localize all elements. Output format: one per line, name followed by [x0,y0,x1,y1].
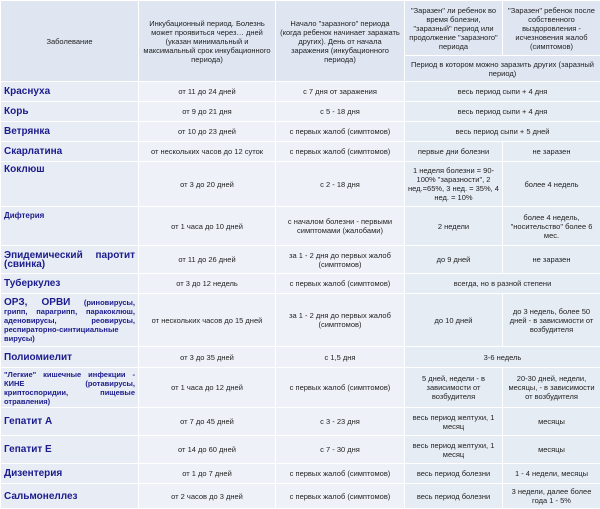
during-illness-cell: до 10 дней [405,294,502,346]
during-illness-cell: весь период желтухи, 1 месяц [405,436,502,463]
after-recovery-cell: месяцы [503,436,600,463]
disease-name: Краснуха [1,82,138,101]
incubation-cell: от 9 до 21 дня [139,102,275,121]
table-row [1,142,600,161]
contagious-start-cell: с первых жалоб (симптомов) [276,122,404,141]
after-recovery-cell: более 4 недель [503,162,600,206]
disease-name: Полиомиелит [1,347,138,367]
disease-name: Ветрянка [1,122,138,141]
incubation-cell: от 14 до 60 дней [139,436,275,463]
contagious-start-cell: за 1 - 2 дня до первых жалоб (симптомов) [276,294,404,346]
header-contagious-start: Начало "заразного" периода (когда ребенок начинает заражать других). День от начала заражения (инкубационного периода) [276,1,404,81]
incubation-cell: от 1 до 7 дней [139,464,275,483]
header-incubation: Инкубационный период. Болезнь может проявиться через… дней (указан минимальный и максимальный срок инкубационного периода) [139,1,275,81]
table-row [1,464,600,483]
contagious-start-cell: с 5 - 18 дня [276,102,404,121]
contagious-start-cell: с началом болезни - первыми симптомами (жалобами) [276,207,404,245]
table-row [1,436,600,463]
header-during-illness: "Заразен" ли ребенок во время болезни, "заразный" период или продолжение "заразного" периода [405,1,502,55]
incubation-cell: от 1 часа до 10 дней [139,207,275,245]
during-illness-cell: 2 недели [405,207,502,245]
table-row [1,246,600,273]
table-row [1,484,600,508]
table-row [1,82,600,101]
header-disease: Заболевание [1,1,138,81]
table-row [1,408,600,435]
disease-name: Дифтерия [1,207,138,245]
table-row [1,294,600,346]
disease-name: "Легкие" кишечные инфекции - КИНЕ (ротавирусы, криптоспоридии, пищевые отравления) [1,368,138,407]
during-illness-cell: до 9 дней [405,246,502,273]
disease-name: Гепатит А [1,408,138,435]
contagious-start-cell: с первых жалоб (симптомов) [276,274,404,293]
disease-name: Сальмонеллез [1,484,138,508]
contagious-start-cell: с 3 - 23 дня [276,408,404,435]
header-after-recovery: "Заразен" ребенок после собственного выздоровления - исчезновения жалоб (симптомов) [503,1,600,55]
after-recovery-cell: месяцы [503,408,600,435]
contagious-start-cell: с первых жалоб (симптомов) [276,368,404,407]
incubation-cell: от 11 до 26 дней [139,246,275,273]
table-row [1,162,600,206]
table-row [1,207,600,245]
contagious-start-cell: с первых жалоб (симптомов) [276,464,404,483]
contagious-start-cell: с 7 дня от заражения [276,82,404,101]
contagious-start-cell: за 1 - 2 дня до первых жалоб (симптомов) [276,246,404,273]
incubation-cell: от нескольких часов до 12 суток [139,142,275,161]
disease-name: Эпидемический паротит (свинка) [1,246,138,273]
after-recovery-cell: 1 - 4 недели, месяцы [503,464,600,483]
contagion-period-cell: весь период сыпи + 4 дня [405,82,600,101]
disease-name: Корь [1,102,138,121]
after-recovery-cell: 20-30 дней, недели, месяцы, - в зависимости от возбудителя [503,368,600,407]
header-contagion-period: Период в котором можно заразить других (заразный период) [405,56,600,81]
table-row [1,122,600,141]
incubation-cell: от 2 часов до 3 дней [139,484,275,508]
incubation-cell: от 11 до 24 дней [139,82,275,101]
after-recovery-cell: 3 недели, далее более года 1 - 5% [503,484,600,508]
incubation-cell: от нескольких часов до 15 дней [139,294,275,346]
disease-name: ОРЗ, ОРВИ (риновирусы, грипп, парагрипп, паракоклюш, аденовирусы, реовирусы, респираторно-синтициальные вирусы) [1,294,138,346]
after-recovery-cell: не заразен [503,246,600,273]
incubation-cell: от 10 до 23 дней [139,122,275,141]
incubation-cell: от 3 до 35 дней [139,347,275,367]
table-row [1,102,600,121]
after-recovery-cell: более 4 недель, "носительство" более 6 мес. [503,207,600,245]
during-illness-cell: весь период желтухи, 1 месяц [405,408,502,435]
disease-name: Коклюш [1,162,138,206]
incubation-cell: от 7 до 45 дней [139,408,275,435]
disease-name: Туберкулез [1,274,138,293]
after-recovery-cell: не заразен [503,142,600,161]
contagious-start-cell: с 7 - 30 дня [276,436,404,463]
contagion-period-cell: 3-6 недель [405,347,600,367]
disease-name: Дизентерия [1,464,138,483]
table-row [1,274,600,293]
during-illness-cell: 1 неделя болезни = 90-100% "заразности", 2 нед.=65%, 3 нед. = 35%, 4 нед. = 10% [405,162,502,206]
disease-name: Гепатит Е [1,436,138,463]
after-recovery-cell: до 3 недель, более 50 дней - в зависимости от возбудителя [503,294,600,346]
table-row [1,347,600,367]
contagious-start-cell: с 1,5 дня [276,347,404,367]
during-illness-cell: весь период болезни [405,484,502,508]
contagious-start-cell: с первых жалоб (симптомов) [276,484,404,508]
contagious-start-cell: с 2 - 18 дня [276,162,404,206]
incubation-cell: от 3 до 20 дней [139,162,275,206]
contagious-start-cell: с первых жалоб (симптомов) [276,142,404,161]
during-illness-cell: первые дни болезни [405,142,502,161]
contagion-period-cell: всегда, но в разной степени [405,274,600,293]
incubation-cell: от 3 до 12 недель [139,274,275,293]
contagion-period-cell: весь период сыпи + 4 дня [405,102,600,121]
table-row [1,368,600,407]
disease-name: Скарлатина [1,142,138,161]
contagion-period-cell: весь период сыпи + 5 дней [405,122,600,141]
during-illness-cell: 5 дней, недели - в зависимости от возбудителя [405,368,502,407]
during-illness-cell: весь период болезни [405,464,502,483]
incubation-cell: от 1 часа до 12 дней [139,368,275,407]
